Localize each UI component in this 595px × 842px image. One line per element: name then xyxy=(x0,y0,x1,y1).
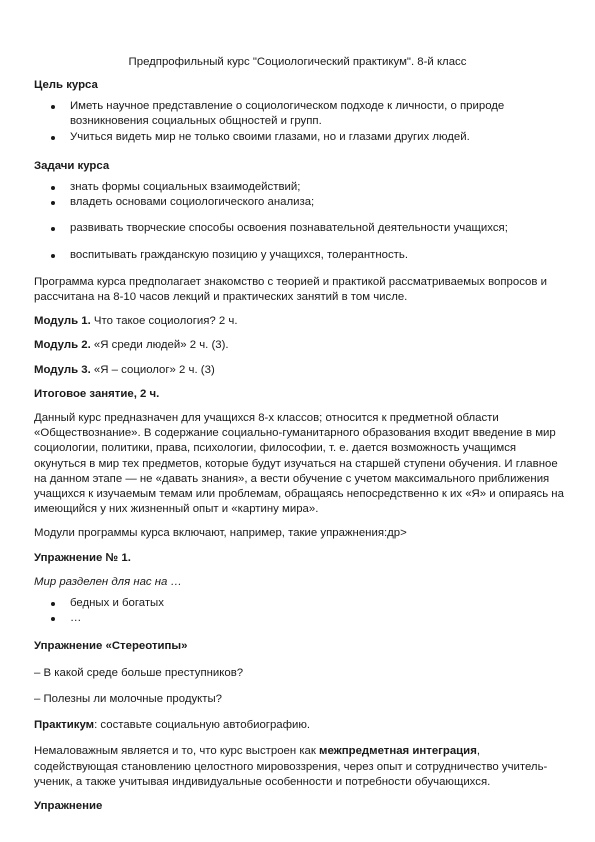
integration-paragraph: Немаловажным является и то, что курс выстроен как межпредметная интеграция, содействующая становлению целостного мировоззрения, через опыт и сотрудничество учитель-ученик, а также учитывая индивидуальные особенности и потребности обучающихся. xyxy=(34,745,548,788)
bullet-icon xyxy=(51,617,55,621)
module-3: Модуль 3. «Я – социолог» 2 ч. (3) xyxy=(34,363,215,376)
list-item: … xyxy=(34,611,564,626)
list-item: развивать творческие способы освоения познавательной деятельности учащихся; xyxy=(34,221,564,236)
module-2: Модуль 2. «Я среди людей» 2 ч. (3). xyxy=(34,339,229,352)
goal-list xyxy=(34,99,564,145)
modules-intro: Модули программы курса включают, например, такие упражнения:др> xyxy=(34,527,407,540)
final-lesson-heading: Итоговое занятие, 2 ч. xyxy=(34,387,160,400)
bullet-icon xyxy=(51,254,55,258)
exercise-1-heading: Упражнение № 1. xyxy=(34,551,131,564)
list-item: бедных и богатых xyxy=(34,596,564,611)
tasks-heading: Задачи курса xyxy=(34,159,110,172)
question-2: – Полезны ли молочные продукты? xyxy=(34,692,223,705)
document-title: Предпрофильный курс "Социологический практикум". 8-й класс xyxy=(128,56,467,68)
bullet-icon xyxy=(51,136,55,140)
exercise-1-list xyxy=(34,596,564,626)
list-item: воспитывать гражданскую позицию у учащихся, толерантность. xyxy=(34,248,564,263)
goal-heading: Цель курса xyxy=(34,79,98,91)
question-1: – В какой среде больше преступников? xyxy=(34,666,244,679)
list-item: знать формы социальных взаимодействий; xyxy=(34,180,564,195)
list-item: Иметь научное представление о социологическом подходе к личности, о природе возникновения социальных общностей и групп. xyxy=(34,99,564,129)
tasks-list xyxy=(34,180,564,263)
bullet-icon xyxy=(51,227,55,231)
practicum: Практикум: составьте социальную автобиографию. xyxy=(34,719,311,732)
bullet-icon xyxy=(51,186,55,190)
exercise-1-lead: Мир разделен для нас на … xyxy=(34,575,182,588)
module-1: Модуль 1. Что такое социология? 2 ч. xyxy=(34,315,238,328)
program-paragraph: Программа курса предполагает знакомство с теорией и практикой рассматриваемых вопросов и рассчитана на 8-10 часов лекций и практических занятий в том числе. xyxy=(34,275,547,304)
bullet-icon xyxy=(51,602,55,606)
exercise-stereotypes-heading: Упражнение «Стереотипы» xyxy=(34,640,188,653)
list-item: Учиться видеть мир не только своими глазами, но и глазами других людей. xyxy=(34,130,564,145)
course-description: Данный курс предназначен для учащихся 8-х классов; относится к предметной области «Обществознание». В содержание социально-гуманитарного образования входит введение в мир социологии, политики, права, психологии, философии, т. е. дается возможность учащимся окунуться в мир тех предметов, которые будут изучаться на старшей ступени обучения. И главное на данном этапе — не «давать знания», а вести обучение с учетом максимального приближения учащихся к изучаемым темам или проблемам, обращаясь непосредственно к их «Я» и опираясь на имеющийся у них жизненный опыт и «картину мира». xyxy=(34,412,564,516)
document-body xyxy=(34,78,564,814)
bullet-icon xyxy=(51,105,55,109)
list-item: владеть основами социологического анализа; xyxy=(34,195,564,210)
bullet-icon xyxy=(51,201,55,205)
last-exercise-heading: Упражнение xyxy=(34,799,103,812)
